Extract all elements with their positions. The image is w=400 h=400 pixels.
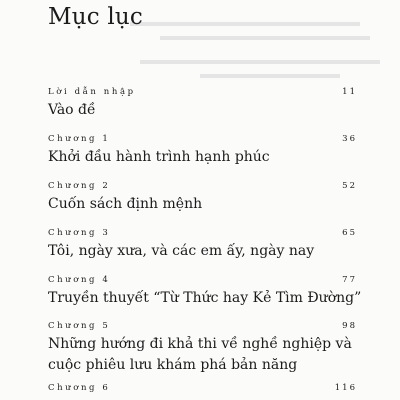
faint-bleed-through-line [130,22,360,26]
toc-entry-page-number: 52 [342,181,357,191]
faint-bleed-through-line [140,60,380,64]
toc-entry-label: Chương 1 [48,134,111,144]
toc-entry-page-number: 36 [342,134,357,144]
toc-entry-label: Chương 2 [48,181,111,191]
toc-entry-heading: Những hướng đi khả thi về nghề nghiệp và cuộc phiêu lưu khám phá bản năng [48,336,352,373]
toc-entry-heading: Cuốn sách định mệnh [48,196,203,212]
faint-bleed-through-line [200,74,340,78]
toc-entry-heading: Truyền thuyết “Từ Thức hay Kẻ Tìm Đường” [48,290,362,306]
toc-entry-page-number: 11 [342,87,357,97]
page-title: Mục lục [48,4,144,30]
toc-entry-label: Chương 3 [48,228,111,238]
toc-entry-heading: Vào đề [48,102,96,118]
faint-bleed-through-line [160,36,370,40]
toc-entry-label: Chương 5 [48,321,111,331]
toc-entry-heading: Tôi, ngày xưa, và các em ấy, ngày nay [48,243,315,259]
toc-entry-label: Lời dẫn nhập [48,87,136,97]
toc-entry-label: Chương 6 [48,383,111,393]
toc-entry-page-number: 65 [342,228,357,238]
toc-entry-page-number: 116 [334,383,357,393]
toc-entry-page-number: 77 [342,275,357,285]
toc-entry-page-number: 98 [342,321,357,331]
toc-entry-heading: Khởi đầu hành trình hạnh phúc [48,149,270,165]
toc-entry-label: Chương 4 [48,275,111,285]
